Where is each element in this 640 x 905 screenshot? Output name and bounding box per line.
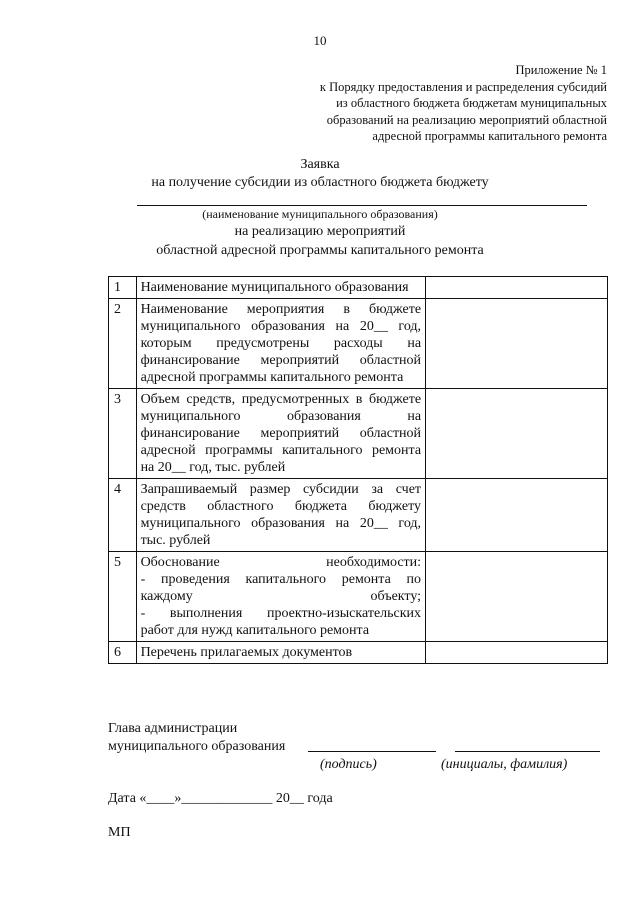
row-description-line: работ для нужд капитального ремонта	[140, 623, 370, 638]
row-description-line: Обоснование необходимости:	[140, 555, 422, 570]
row-description-line: средств областного бюджета бюджету	[140, 499, 422, 514]
row-description-line: которым предусмотрены расходы на	[140, 336, 422, 351]
signature-caption: (подпись)	[320, 757, 377, 772]
table-row	[109, 479, 608, 552]
document-title-block	[0, 156, 640, 192]
signature-line	[308, 751, 436, 752]
subtitle-line-4: областной адресной программы капитального ремонта	[156, 243, 484, 258]
row-description	[136, 299, 425, 389]
page-number: 10	[313, 33, 327, 48]
row-number: 5	[109, 552, 137, 642]
appendix-line: Приложение № 1	[515, 63, 607, 77]
row-description-line: Перечень прилагаемых документов	[140, 645, 353, 660]
row-number: 4	[109, 479, 137, 552]
row-description-line: Наименование мероприятия в бюджете	[140, 302, 422, 317]
row-description	[136, 642, 425, 664]
row-number: 1	[109, 277, 137, 299]
row-number: 6	[109, 642, 137, 664]
row-value-cell	[426, 479, 608, 552]
row-description-line: Наименование муниципального образования	[140, 280, 409, 295]
row-description-line: Объем средств, предусмотренных в бюджете	[140, 392, 422, 407]
row-description	[136, 389, 425, 479]
signature-title-line1: Глава администрации	[108, 721, 238, 736]
table-row	[109, 277, 608, 299]
appendix-line: к Порядку предоставления и распределения субсидий	[319, 79, 607, 94]
document-title: Заявка	[300, 157, 340, 172]
row-description-line: на 20__ год, тыс. рублей	[140, 460, 286, 475]
row-value-cell	[426, 552, 608, 642]
row-value-cell	[426, 389, 608, 479]
appendix-line: адресной программы капитального ремонта	[372, 129, 607, 143]
subtitle-continuation	[0, 222, 640, 260]
row-value-cell	[426, 642, 608, 664]
table-row	[109, 299, 608, 389]
subtitle-line-3: на реализацию мероприятий	[234, 224, 406, 239]
row-number: 2	[109, 299, 137, 389]
row-number: 3	[109, 389, 137, 479]
signature-block	[108, 720, 285, 756]
row-description-line: муниципального образования на	[140, 409, 422, 424]
table-row	[109, 389, 608, 479]
row-description-line: финансирование мероприятий областной	[140, 426, 422, 441]
row-description-line: муниципального образования на 20__ год,	[140, 516, 422, 531]
row-value-cell	[426, 277, 608, 299]
appendix-line: из областного бюджета бюджетам муниципальных	[336, 96, 607, 110]
row-description-line: - проведения капитального ремонта по	[140, 572, 422, 587]
name-caption: (инициалы, фамилия)	[441, 757, 568, 772]
appendix-line: образований на реализацию мероприятий областной	[326, 112, 607, 127]
table-row	[109, 552, 608, 642]
row-description-line: - выполнения проектно-изыскательских	[140, 606, 422, 621]
table-row	[109, 642, 608, 664]
row-description-line: финансирование мероприятий областной	[140, 353, 422, 368]
appendix-block	[320, 62, 607, 145]
document-subtitle: на получение субсидии из областного бюджета бюджету	[151, 175, 489, 190]
row-description-line: адресной программы капитального ремонта	[140, 443, 422, 458]
row-description-line: Запрашиваемый размер субсидии за счет	[140, 482, 422, 497]
row-description-line: тыс. рублей	[140, 533, 211, 548]
row-description	[136, 552, 425, 642]
row-description	[136, 479, 425, 552]
municipality-name-line	[137, 205, 587, 206]
row-description	[136, 277, 425, 299]
municipality-name-caption: (наименование муниципального образования)	[202, 207, 438, 221]
row-description-line: каждому объекту;	[140, 589, 422, 604]
application-table	[108, 276, 608, 664]
row-description-line: муниципального образования на 20__ год,	[140, 319, 422, 334]
date-line: Дата «____»_____________ 20__ года	[108, 791, 333, 806]
row-value-cell	[426, 299, 608, 389]
row-description-line: адресной программы капитального ремонта	[140, 370, 404, 385]
name-line	[455, 751, 600, 752]
signature-title-line2: муниципального образования	[108, 739, 286, 754]
stamp-place: МП	[108, 825, 131, 840]
